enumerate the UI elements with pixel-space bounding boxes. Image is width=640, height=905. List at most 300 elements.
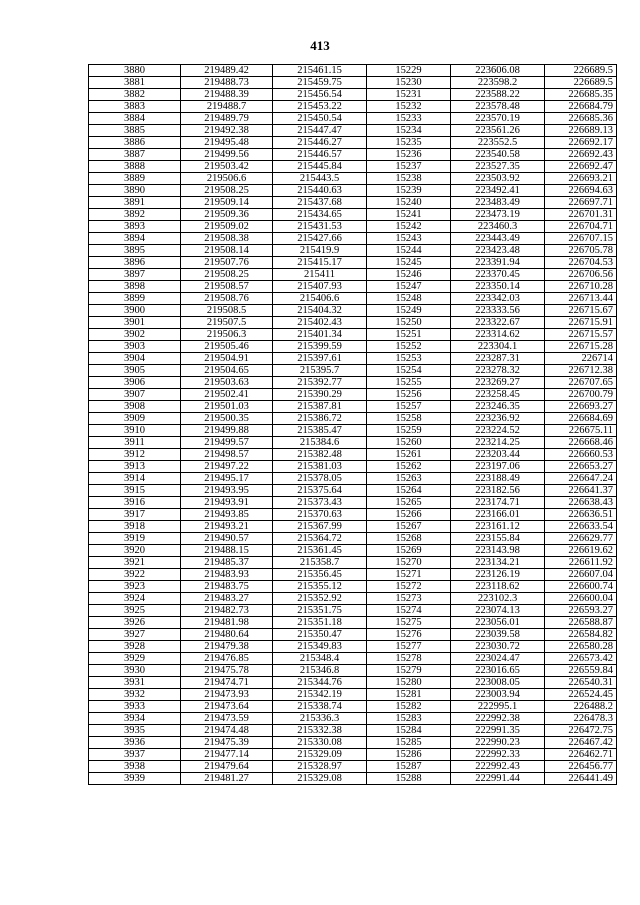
point-number-b-cell: 15270 bbox=[367, 557, 451, 569]
y-coordinate-b-cell: 226714 bbox=[545, 353, 617, 365]
point-number-a-cell: 3885 bbox=[89, 125, 181, 137]
y-coordinate-a-cell: 215443.5 bbox=[273, 173, 367, 185]
point-number-a-cell: 3910 bbox=[89, 425, 181, 437]
y-coordinate-a-cell: 215434.65 bbox=[273, 209, 367, 221]
point-number-b-cell: 15247 bbox=[367, 281, 451, 293]
y-coordinate-a-cell: 215427.66 bbox=[273, 233, 367, 245]
point-number-a-cell: 3931 bbox=[89, 677, 181, 689]
point-number-b-cell: 15271 bbox=[367, 569, 451, 581]
y-coordinate-a-cell: 215352.92 bbox=[273, 593, 367, 605]
y-coordinate-a-cell: 215367.99 bbox=[273, 521, 367, 533]
x-coordinate-a-cell: 219507.76 bbox=[181, 257, 273, 269]
x-coordinate-b-cell: 223102.3 bbox=[451, 593, 545, 605]
point-number-a-cell: 3909 bbox=[89, 413, 181, 425]
point-number-a-cell: 3906 bbox=[89, 377, 181, 389]
x-coordinate-a-cell: 219502.41 bbox=[181, 389, 273, 401]
y-coordinate-a-cell: 215399.59 bbox=[273, 341, 367, 353]
x-coordinate-b-cell: 223391.94 bbox=[451, 257, 545, 269]
x-coordinate-a-cell: 219474.71 bbox=[181, 677, 273, 689]
y-coordinate-b-cell: 226684.69 bbox=[545, 413, 617, 425]
y-coordinate-a-cell: 215385.47 bbox=[273, 425, 367, 437]
y-coordinate-b-cell: 226456.77 bbox=[545, 761, 617, 773]
y-coordinate-a-cell: 215338.74 bbox=[273, 701, 367, 713]
point-number-b-cell: 15282 bbox=[367, 701, 451, 713]
y-coordinate-a-cell: 215437.68 bbox=[273, 197, 367, 209]
x-coordinate-a-cell: 219493.21 bbox=[181, 521, 273, 533]
point-number-a-cell: 3922 bbox=[89, 569, 181, 581]
point-number-a-cell: 3929 bbox=[89, 653, 181, 665]
table-row bbox=[89, 773, 617, 785]
point-number-a-cell: 3903 bbox=[89, 341, 181, 353]
point-number-a-cell: 3902 bbox=[89, 329, 181, 341]
x-coordinate-a-cell: 219501.03 bbox=[181, 401, 273, 413]
x-coordinate-a-cell: 219509.14 bbox=[181, 197, 273, 209]
x-coordinate-b-cell: 223350.14 bbox=[451, 281, 545, 293]
point-number-b-cell: 15286 bbox=[367, 749, 451, 761]
y-coordinate-a-cell: 215358.7 bbox=[273, 557, 367, 569]
x-coordinate-a-cell: 219480.64 bbox=[181, 629, 273, 641]
x-coordinate-b-cell: 223269.27 bbox=[451, 377, 545, 389]
table-row bbox=[89, 521, 617, 533]
table-row bbox=[89, 101, 617, 113]
point-number-a-cell: 3880 bbox=[89, 65, 181, 77]
point-number-b-cell: 15242 bbox=[367, 221, 451, 233]
point-number-a-cell: 3925 bbox=[89, 605, 181, 617]
table-row bbox=[89, 557, 617, 569]
point-number-b-cell: 15276 bbox=[367, 629, 451, 641]
x-coordinate-b-cell: 222991.35 bbox=[451, 725, 545, 737]
table-row bbox=[89, 281, 617, 293]
point-number-b-cell: 15253 bbox=[367, 353, 451, 365]
y-coordinate-a-cell: 215386.72 bbox=[273, 413, 367, 425]
point-number-a-cell: 3888 bbox=[89, 161, 181, 173]
y-coordinate-b-cell: 226684.79 bbox=[545, 101, 617, 113]
point-number-b-cell: 15284 bbox=[367, 725, 451, 737]
point-number-b-cell: 15230 bbox=[367, 77, 451, 89]
y-coordinate-b-cell: 226707.15 bbox=[545, 233, 617, 245]
x-coordinate-b-cell: 223342.03 bbox=[451, 293, 545, 305]
x-coordinate-b-cell: 223578.48 bbox=[451, 101, 545, 113]
table-row bbox=[89, 533, 617, 545]
y-coordinate-a-cell: 215330.08 bbox=[273, 737, 367, 749]
y-coordinate-a-cell: 215351.75 bbox=[273, 605, 367, 617]
table-row bbox=[89, 353, 617, 365]
y-coordinate-b-cell: 226462.71 bbox=[545, 749, 617, 761]
x-coordinate-a-cell: 219499.57 bbox=[181, 437, 273, 449]
x-coordinate-b-cell: 223214.25 bbox=[451, 437, 545, 449]
x-coordinate-a-cell: 219499.56 bbox=[181, 149, 273, 161]
y-coordinate-a-cell: 215456.54 bbox=[273, 89, 367, 101]
x-coordinate-b-cell: 223278.32 bbox=[451, 365, 545, 377]
table-row bbox=[89, 173, 617, 185]
x-coordinate-b-cell: 223561.26 bbox=[451, 125, 545, 137]
point-number-b-cell: 15234 bbox=[367, 125, 451, 137]
x-coordinate-b-cell: 223258.45 bbox=[451, 389, 545, 401]
y-coordinate-a-cell: 215349.83 bbox=[273, 641, 367, 653]
point-number-a-cell: 3904 bbox=[89, 353, 181, 365]
x-coordinate-a-cell: 219508.5 bbox=[181, 305, 273, 317]
point-number-a-cell: 3934 bbox=[89, 713, 181, 725]
x-coordinate-a-cell: 219505.46 bbox=[181, 341, 273, 353]
x-coordinate-a-cell: 219508.14 bbox=[181, 245, 273, 257]
point-number-b-cell: 15251 bbox=[367, 329, 451, 341]
table-row bbox=[89, 545, 617, 557]
x-coordinate-b-cell: 223003.94 bbox=[451, 689, 545, 701]
x-coordinate-a-cell: 219473.64 bbox=[181, 701, 273, 713]
x-coordinate-a-cell: 219508.38 bbox=[181, 233, 273, 245]
table-row bbox=[89, 65, 617, 77]
x-coordinate-a-cell: 219483.27 bbox=[181, 593, 273, 605]
point-number-b-cell: 15260 bbox=[367, 437, 451, 449]
y-coordinate-b-cell: 226701.31 bbox=[545, 209, 617, 221]
point-number-b-cell: 15240 bbox=[367, 197, 451, 209]
table-row bbox=[89, 245, 617, 257]
table-row bbox=[89, 77, 617, 89]
table-row bbox=[89, 653, 617, 665]
point-number-a-cell: 3901 bbox=[89, 317, 181, 329]
y-coordinate-b-cell: 226580.28 bbox=[545, 641, 617, 653]
y-coordinate-b-cell: 226700.79 bbox=[545, 389, 617, 401]
x-coordinate-b-cell: 223598.2 bbox=[451, 77, 545, 89]
y-coordinate-b-cell: 226619.62 bbox=[545, 545, 617, 557]
page-number: 413 bbox=[310, 38, 330, 53]
x-coordinate-a-cell: 219499.88 bbox=[181, 425, 273, 437]
table-row bbox=[89, 389, 617, 401]
x-coordinate-a-cell: 219508.25 bbox=[181, 269, 273, 281]
x-coordinate-a-cell: 219488.73 bbox=[181, 77, 273, 89]
x-coordinate-a-cell: 219493.85 bbox=[181, 509, 273, 521]
table-row bbox=[89, 305, 617, 317]
point-number-a-cell: 3932 bbox=[89, 689, 181, 701]
point-number-b-cell: 15281 bbox=[367, 689, 451, 701]
y-coordinate-b-cell: 226647.24 bbox=[545, 473, 617, 485]
y-coordinate-a-cell: 215375.64 bbox=[273, 485, 367, 497]
point-number-a-cell: 3882 bbox=[89, 89, 181, 101]
x-coordinate-a-cell: 219488.7 bbox=[181, 101, 273, 113]
y-coordinate-b-cell: 226694.63 bbox=[545, 185, 617, 197]
y-coordinate-b-cell: 226593.27 bbox=[545, 605, 617, 617]
y-coordinate-b-cell: 226559.84 bbox=[545, 665, 617, 677]
x-coordinate-a-cell: 219506.6 bbox=[181, 173, 273, 185]
y-coordinate-a-cell: 215346.8 bbox=[273, 665, 367, 677]
x-coordinate-a-cell: 219481.27 bbox=[181, 773, 273, 785]
table-row bbox=[89, 317, 617, 329]
point-number-a-cell: 3889 bbox=[89, 173, 181, 185]
point-number-b-cell: 15250 bbox=[367, 317, 451, 329]
point-number-a-cell: 3887 bbox=[89, 149, 181, 161]
y-coordinate-a-cell: 215407.93 bbox=[273, 281, 367, 293]
point-number-a-cell: 3935 bbox=[89, 725, 181, 737]
x-coordinate-b-cell: 223056.01 bbox=[451, 617, 545, 629]
x-coordinate-a-cell: 219477.14 bbox=[181, 749, 273, 761]
y-coordinate-b-cell: 226685.35 bbox=[545, 89, 617, 101]
y-coordinate-b-cell: 226715.67 bbox=[545, 305, 617, 317]
x-coordinate-a-cell: 219500.35 bbox=[181, 413, 273, 425]
table-row bbox=[89, 473, 617, 485]
x-coordinate-b-cell: 223443.49 bbox=[451, 233, 545, 245]
table-row bbox=[89, 269, 617, 281]
point-number-a-cell: 3908 bbox=[89, 401, 181, 413]
x-coordinate-b-cell: 223118.62 bbox=[451, 581, 545, 593]
x-coordinate-b-cell: 223483.49 bbox=[451, 197, 545, 209]
point-number-a-cell: 3916 bbox=[89, 497, 181, 509]
y-coordinate-a-cell: 215446.57 bbox=[273, 149, 367, 161]
x-coordinate-a-cell: 219498.57 bbox=[181, 449, 273, 461]
x-coordinate-b-cell: 223024.47 bbox=[451, 653, 545, 665]
x-coordinate-b-cell: 223606.08 bbox=[451, 65, 545, 77]
table-row bbox=[89, 413, 617, 425]
table-row bbox=[89, 461, 617, 473]
y-coordinate-b-cell: 226600.04 bbox=[545, 593, 617, 605]
x-coordinate-b-cell: 223473.19 bbox=[451, 209, 545, 221]
point-number-b-cell: 15238 bbox=[367, 173, 451, 185]
x-coordinate-a-cell: 219482.73 bbox=[181, 605, 273, 617]
y-coordinate-b-cell: 226660.53 bbox=[545, 449, 617, 461]
y-coordinate-a-cell: 215356.45 bbox=[273, 569, 367, 581]
point-number-b-cell: 15275 bbox=[367, 617, 451, 629]
y-coordinate-a-cell: 215395.7 bbox=[273, 365, 367, 377]
x-coordinate-a-cell: 219493.95 bbox=[181, 485, 273, 497]
x-coordinate-a-cell: 219475.39 bbox=[181, 737, 273, 749]
point-number-a-cell: 3884 bbox=[89, 113, 181, 125]
x-coordinate-a-cell: 219489.79 bbox=[181, 113, 273, 125]
table-row bbox=[89, 605, 617, 617]
y-coordinate-b-cell: 226692.17 bbox=[545, 137, 617, 149]
y-coordinate-a-cell: 215446.27 bbox=[273, 137, 367, 149]
table-row bbox=[89, 185, 617, 197]
point-number-b-cell: 15280 bbox=[367, 677, 451, 689]
point-number-a-cell: 3928 bbox=[89, 641, 181, 653]
point-number-b-cell: 15249 bbox=[367, 305, 451, 317]
y-coordinate-a-cell: 215332.38 bbox=[273, 725, 367, 737]
y-coordinate-a-cell: 215361.45 bbox=[273, 545, 367, 557]
point-number-a-cell: 3892 bbox=[89, 209, 181, 221]
y-coordinate-a-cell: 215401.34 bbox=[273, 329, 367, 341]
x-coordinate-b-cell: 223143.98 bbox=[451, 545, 545, 557]
x-coordinate-a-cell: 219489.42 bbox=[181, 65, 273, 77]
x-coordinate-a-cell: 219488.39 bbox=[181, 89, 273, 101]
table-row bbox=[89, 509, 617, 521]
x-coordinate-b-cell: 223552.5 bbox=[451, 137, 545, 149]
point-number-b-cell: 15267 bbox=[367, 521, 451, 533]
y-coordinate-a-cell: 215355.12 bbox=[273, 581, 367, 593]
table-row bbox=[89, 161, 617, 173]
y-coordinate-b-cell: 226685.36 bbox=[545, 113, 617, 125]
table-row bbox=[89, 209, 617, 221]
point-number-a-cell: 3930 bbox=[89, 665, 181, 677]
x-coordinate-a-cell: 219473.93 bbox=[181, 689, 273, 701]
y-coordinate-a-cell: 215351.18 bbox=[273, 617, 367, 629]
point-number-a-cell: 3915 bbox=[89, 485, 181, 497]
y-coordinate-b-cell: 226713.44 bbox=[545, 293, 617, 305]
x-coordinate-a-cell: 219492.38 bbox=[181, 125, 273, 137]
point-number-a-cell: 3924 bbox=[89, 593, 181, 605]
y-coordinate-b-cell: 226600.74 bbox=[545, 581, 617, 593]
point-number-b-cell: 15257 bbox=[367, 401, 451, 413]
y-coordinate-b-cell: 226675.11 bbox=[545, 425, 617, 437]
x-coordinate-b-cell: 223370.45 bbox=[451, 269, 545, 281]
table-row bbox=[89, 677, 617, 689]
table-row bbox=[89, 581, 617, 593]
x-coordinate-b-cell: 222992.43 bbox=[451, 761, 545, 773]
point-number-a-cell: 3914 bbox=[89, 473, 181, 485]
x-coordinate-b-cell: 223503.92 bbox=[451, 173, 545, 185]
y-coordinate-a-cell: 215350.47 bbox=[273, 629, 367, 641]
point-number-b-cell: 15262 bbox=[367, 461, 451, 473]
y-coordinate-b-cell: 226710.28 bbox=[545, 281, 617, 293]
x-coordinate-a-cell: 219473.59 bbox=[181, 713, 273, 725]
y-coordinate-a-cell: 215453.22 bbox=[273, 101, 367, 113]
y-coordinate-a-cell: 215415.17 bbox=[273, 257, 367, 269]
y-coordinate-a-cell: 215447.47 bbox=[273, 125, 367, 137]
y-coordinate-a-cell: 215397.61 bbox=[273, 353, 367, 365]
point-number-b-cell: 15256 bbox=[367, 389, 451, 401]
point-number-a-cell: 3923 bbox=[89, 581, 181, 593]
point-number-a-cell: 3911 bbox=[89, 437, 181, 449]
point-number-a-cell: 3920 bbox=[89, 545, 181, 557]
table-row bbox=[89, 641, 617, 653]
point-number-a-cell: 3938 bbox=[89, 761, 181, 773]
x-coordinate-b-cell: 223460.3 bbox=[451, 221, 545, 233]
y-coordinate-a-cell: 215344.76 bbox=[273, 677, 367, 689]
point-number-b-cell: 15245 bbox=[367, 257, 451, 269]
x-coordinate-a-cell: 219507.5 bbox=[181, 317, 273, 329]
coordinates-table-body bbox=[89, 65, 617, 785]
x-coordinate-a-cell: 219475.78 bbox=[181, 665, 273, 677]
y-coordinate-a-cell: 215384.6 bbox=[273, 437, 367, 449]
point-number-b-cell: 15268 bbox=[367, 533, 451, 545]
point-number-b-cell: 15252 bbox=[367, 341, 451, 353]
point-number-a-cell: 3907 bbox=[89, 389, 181, 401]
point-number-b-cell: 15254 bbox=[367, 365, 451, 377]
x-coordinate-a-cell: 219508.76 bbox=[181, 293, 273, 305]
point-number-a-cell: 3927 bbox=[89, 629, 181, 641]
point-number-b-cell: 15272 bbox=[367, 581, 451, 593]
y-coordinate-a-cell: 215404.32 bbox=[273, 305, 367, 317]
x-coordinate-b-cell: 223188.49 bbox=[451, 473, 545, 485]
point-number-b-cell: 15278 bbox=[367, 653, 451, 665]
x-coordinate-a-cell: 219476.85 bbox=[181, 653, 273, 665]
y-coordinate-b-cell: 226629.77 bbox=[545, 533, 617, 545]
point-number-a-cell: 3881 bbox=[89, 77, 181, 89]
y-coordinate-a-cell: 215419.9 bbox=[273, 245, 367, 257]
point-number-b-cell: 15244 bbox=[367, 245, 451, 257]
y-coordinate-a-cell: 215431.53 bbox=[273, 221, 367, 233]
point-number-b-cell: 15239 bbox=[367, 185, 451, 197]
y-coordinate-b-cell: 226689.5 bbox=[545, 65, 617, 77]
point-number-b-cell: 15264 bbox=[367, 485, 451, 497]
point-number-a-cell: 3905 bbox=[89, 365, 181, 377]
table-row bbox=[89, 221, 617, 233]
point-number-b-cell: 15273 bbox=[367, 593, 451, 605]
x-coordinate-b-cell: 223322.67 bbox=[451, 317, 545, 329]
x-coordinate-b-cell: 223126.19 bbox=[451, 569, 545, 581]
point-number-a-cell: 3895 bbox=[89, 245, 181, 257]
x-coordinate-b-cell: 223134.21 bbox=[451, 557, 545, 569]
point-number-a-cell: 3897 bbox=[89, 269, 181, 281]
y-coordinate-b-cell: 226638.43 bbox=[545, 497, 617, 509]
x-coordinate-b-cell: 223287.31 bbox=[451, 353, 545, 365]
y-coordinate-b-cell: 226697.71 bbox=[545, 197, 617, 209]
point-number-b-cell: 15241 bbox=[367, 209, 451, 221]
table-row bbox=[89, 689, 617, 701]
y-coordinate-b-cell: 226633.54 bbox=[545, 521, 617, 533]
table-row bbox=[89, 365, 617, 377]
point-number-b-cell: 15287 bbox=[367, 761, 451, 773]
point-number-a-cell: 3933 bbox=[89, 701, 181, 713]
y-coordinate-a-cell: 215445.84 bbox=[273, 161, 367, 173]
x-coordinate-a-cell: 219490.57 bbox=[181, 533, 273, 545]
x-coordinate-b-cell: 223423.48 bbox=[451, 245, 545, 257]
point-number-b-cell: 15277 bbox=[367, 641, 451, 653]
x-coordinate-a-cell: 219509.02 bbox=[181, 221, 273, 233]
x-coordinate-a-cell: 219474.48 bbox=[181, 725, 273, 737]
point-number-a-cell: 3894 bbox=[89, 233, 181, 245]
x-coordinate-b-cell: 223314.62 bbox=[451, 329, 545, 341]
y-coordinate-b-cell: 226573.42 bbox=[545, 653, 617, 665]
table-row bbox=[89, 257, 617, 269]
point-number-a-cell: 3919 bbox=[89, 533, 181, 545]
table-row bbox=[89, 89, 617, 101]
point-number-a-cell: 3883 bbox=[89, 101, 181, 113]
point-number-a-cell: 3926 bbox=[89, 617, 181, 629]
y-coordinate-b-cell: 226692.47 bbox=[545, 161, 617, 173]
table-row bbox=[89, 713, 617, 725]
point-number-b-cell: 15231 bbox=[367, 89, 451, 101]
point-number-b-cell: 15235 bbox=[367, 137, 451, 149]
point-number-a-cell: 3899 bbox=[89, 293, 181, 305]
y-coordinate-b-cell: 226478.3 bbox=[545, 713, 617, 725]
point-number-b-cell: 15283 bbox=[367, 713, 451, 725]
y-coordinate-a-cell: 215329.09 bbox=[273, 749, 367, 761]
point-number-a-cell: 3896 bbox=[89, 257, 181, 269]
y-coordinate-b-cell: 226692.43 bbox=[545, 149, 617, 161]
y-coordinate-b-cell: 226668.46 bbox=[545, 437, 617, 449]
x-coordinate-a-cell: 219508.25 bbox=[181, 185, 273, 197]
y-coordinate-b-cell: 226441.49 bbox=[545, 773, 617, 785]
x-coordinate-a-cell: 219495.17 bbox=[181, 473, 273, 485]
y-coordinate-b-cell: 226715.28 bbox=[545, 341, 617, 353]
point-number-a-cell: 3898 bbox=[89, 281, 181, 293]
y-coordinate-b-cell: 226467.42 bbox=[545, 737, 617, 749]
table-row bbox=[89, 737, 617, 749]
y-coordinate-b-cell: 226524.45 bbox=[545, 689, 617, 701]
x-coordinate-a-cell: 219481.98 bbox=[181, 617, 273, 629]
y-coordinate-a-cell: 215342.19 bbox=[273, 689, 367, 701]
y-coordinate-b-cell: 226588.87 bbox=[545, 617, 617, 629]
x-coordinate-b-cell: 223182.56 bbox=[451, 485, 545, 497]
point-number-a-cell: 3890 bbox=[89, 185, 181, 197]
x-coordinate-a-cell: 219509.36 bbox=[181, 209, 273, 221]
table-row bbox=[89, 233, 617, 245]
point-number-a-cell: 3900 bbox=[89, 305, 181, 317]
y-coordinate-a-cell: 215336.3 bbox=[273, 713, 367, 725]
point-number-a-cell: 3939 bbox=[89, 773, 181, 785]
y-coordinate-b-cell: 226705.78 bbox=[545, 245, 617, 257]
y-coordinate-a-cell: 215459.75 bbox=[273, 77, 367, 89]
x-coordinate-a-cell: 219488.15 bbox=[181, 545, 273, 557]
y-coordinate-b-cell: 226704.53 bbox=[545, 257, 617, 269]
y-coordinate-b-cell: 226693.21 bbox=[545, 173, 617, 185]
table-row bbox=[89, 725, 617, 737]
x-coordinate-b-cell: 222991.44 bbox=[451, 773, 545, 785]
x-coordinate-b-cell: 223588.22 bbox=[451, 89, 545, 101]
x-coordinate-b-cell: 223333.56 bbox=[451, 305, 545, 317]
point-number-a-cell: 3937 bbox=[89, 749, 181, 761]
table-row bbox=[89, 485, 617, 497]
table-row bbox=[89, 377, 617, 389]
x-coordinate-a-cell: 219483.93 bbox=[181, 569, 273, 581]
